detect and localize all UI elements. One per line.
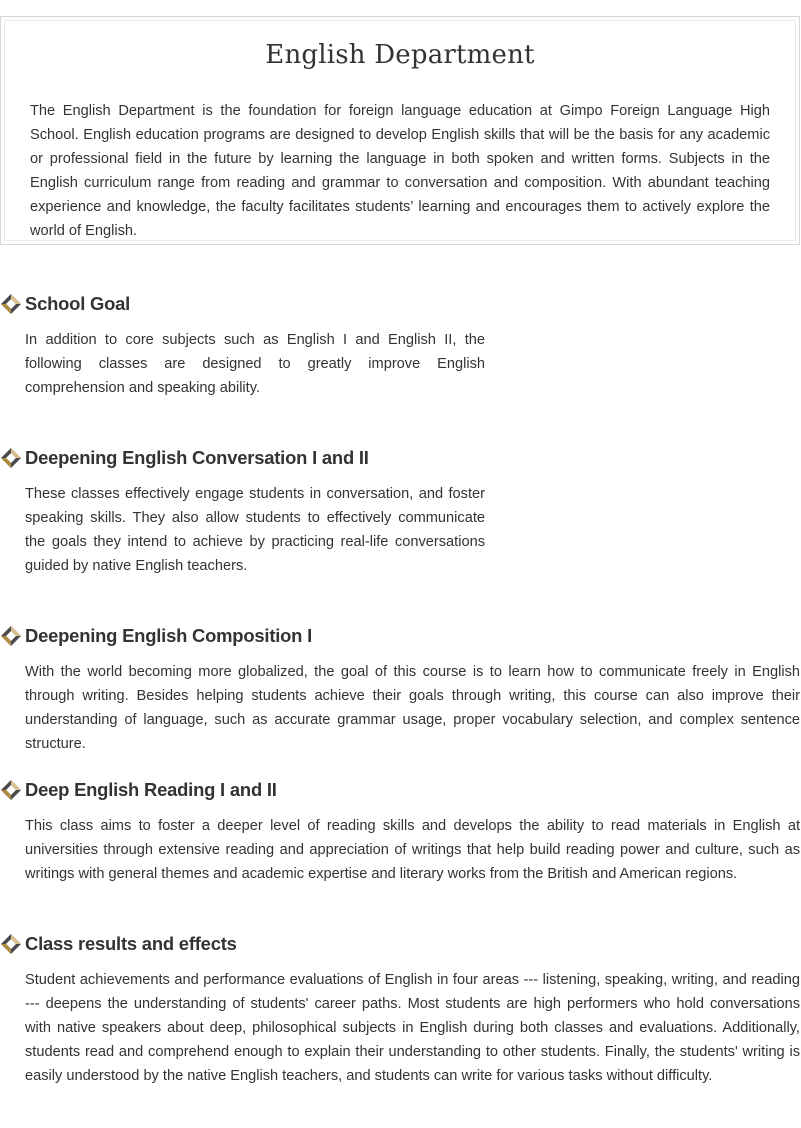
section-class-results [0, 931, 800, 1088]
section-school-goal [0, 291, 485, 400]
diamond-bullet-icon [0, 933, 22, 955]
diamond-bullet-icon [0, 293, 22, 315]
section-heading [0, 445, 485, 471]
section-title: Class results and effects [25, 933, 237, 954]
section-composition [0, 623, 800, 756]
diamond-bullet-icon [0, 625, 22, 647]
section-title: Deepening English Conversation I and II [25, 447, 369, 468]
section-body: These classes effectively engage students in conversation, and foster speaking skills. They also allow students to effectively communicate the goals they intend to achieve by practicing real-life conversations guided by native English teachers. [25, 486, 485, 574]
diamond-bullet-icon [0, 779, 22, 801]
intro-paragraph: The English Department is the foundation for foreign language education at Gimpo Foreign Language High School. English education programs are designed to develop English skills that will be the basis for any academic or professional field in the future by learning the language in both spoken and written forms. Subjects in the English curriculum range from reading and grammar to conversation and composition. With abundant teaching experience and knowledge, the faculty facilitates students’ learning and encourages them to actively explore the world of English. [30, 103, 770, 239]
diamond-bullet-icon [0, 447, 22, 469]
section-title: Deep English Reading I and II [25, 779, 277, 800]
section-heading [0, 777, 800, 803]
section-body: In addition to core subjects such as English I and English II, the following classes are designed to greatly improve English comprehension and speaking ability. [25, 332, 485, 396]
section-reading [0, 777, 800, 886]
section-heading [0, 291, 485, 317]
department-intro-box [0, 16, 800, 245]
section-body: With the world becoming more globalized, the goal of this course is to learn how to communicate freely in English through writing. Besides helping students achieve their goals through writing, this course can also improve their understanding of language, such as accurate grammar usage, proper vocabulary selection, and complex sentence structure. [25, 664, 800, 752]
section-heading [0, 623, 800, 649]
section-heading [0, 931, 800, 957]
section-body: Student achievements and performance evaluations of English in four areas --- listening, speaking, writing, and reading --- deepens the understanding of students' career paths. Most students are high performers who hold conversations with native speakers about deep, philosophical subjects in English during both classes and evaluations. Additionally, students read and comprehend enough to explain their understanding to other students. Finally, the students' writing is easily understood by the native English teachers, and students can write for various tasks without difficulty. [25, 972, 800, 1084]
section-body: This class aims to foster a deeper level of reading skills and develops the ability to read materials in English at universities through extensive reading and appreciation of writings that help build reading power and culture, such as writings with general themes and academic expertise and literary works from the British and American regions. [25, 818, 800, 882]
section-title: School Goal [25, 293, 131, 314]
page-title: English Department [265, 40, 535, 70]
section-title: Deepening English Composition I [25, 625, 313, 646]
section-conversation [0, 445, 485, 578]
